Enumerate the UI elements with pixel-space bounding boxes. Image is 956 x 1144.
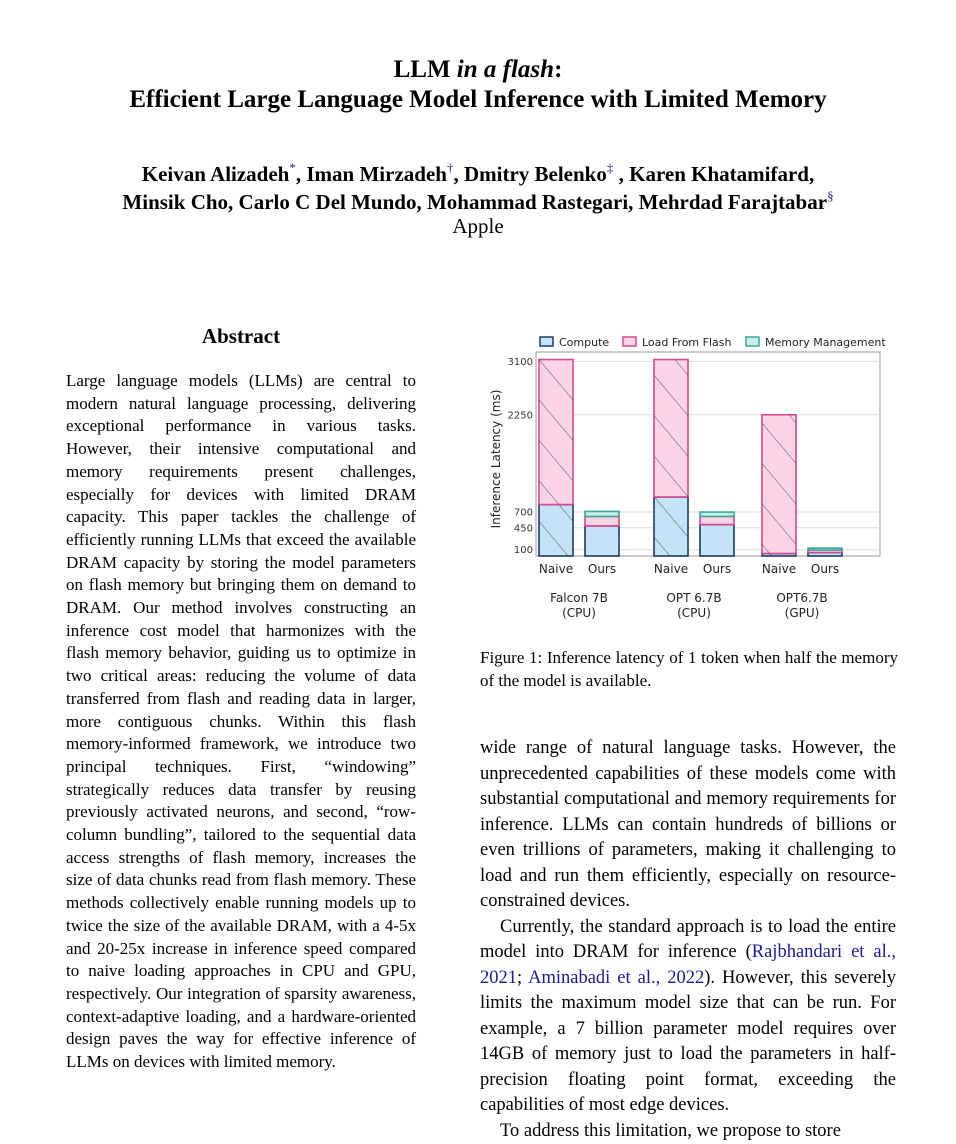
- legend-swatch: [540, 337, 553, 346]
- group-label: OPT6.7B: [776, 591, 828, 605]
- paragraph: To address this limitation, we propose to store: [500, 1120, 841, 1141]
- body-text: [480, 736, 896, 1144]
- y-tick-label: 3100: [507, 356, 533, 368]
- bar-method-label: Ours: [587, 562, 617, 576]
- y-tick-label: 450: [513, 523, 533, 535]
- group-sublabel: (CPU): [562, 606, 596, 620]
- bar-hatch: [654, 497, 688, 556]
- group-sublabel: (GPU): [784, 606, 820, 620]
- bar-segment-flash: [585, 516, 619, 525]
- paragraph: wide range of natural language tasks. However, the unprecedented capabilities of these models come with substantial computational and memory requirements for inference. LLMs can contain hundreds of billions or even trillions of parameters, making it challenging to load and run them efficiently, especially on resource-constrained devices.: [480, 738, 896, 911]
- legend-label: Compute: [559, 336, 610, 349]
- bar-method-label: Naive: [653, 562, 689, 576]
- bar-method-label: Ours: [702, 562, 732, 576]
- bar-segment-compute: [585, 526, 619, 556]
- affiliation-mark[interactable]: †: [446, 160, 454, 175]
- bar-segment-memory: [700, 512, 734, 516]
- affiliation-mark[interactable]: §: [827, 188, 834, 203]
- group-sublabel: (CPU): [677, 606, 711, 620]
- legend-label: Memory Management: [765, 336, 886, 349]
- author-list: [0, 160, 956, 216]
- affiliation-mark[interactable]: ‡: [606, 160, 614, 175]
- abstract-heading: Abstract: [201, 324, 281, 348]
- bar-segment-memory: [808, 548, 842, 550]
- bar-method-label: Naive: [538, 562, 574, 576]
- title-line-2: Efficient Large Language Model Inference with Limited Memory: [129, 86, 827, 113]
- citation-link[interactable]: Aminabadi et al., 2022: [528, 967, 705, 988]
- bar-hatch: [539, 360, 573, 505]
- bar-hatch: [654, 360, 688, 497]
- figure-1: [480, 330, 900, 630]
- legend-swatch: [746, 337, 759, 346]
- y-tick-label: 100: [513, 545, 533, 557]
- affiliation-mark[interactable]: *: [289, 160, 296, 175]
- bar-segment-flash: [700, 516, 734, 524]
- group-label: Falcon 7B: [550, 591, 608, 605]
- affiliation: Apple: [452, 214, 504, 238]
- author-line-2: Minsik Cho, Carlo C Del Mundo, Mohammad Rastegari, Mehrdad Farajtabar§: [122, 188, 834, 214]
- legend-swatch: [623, 337, 636, 346]
- paper-title: [0, 55, 956, 115]
- y-tick-label: 2250: [507, 410, 533, 422]
- group-label: OPT 6.7B: [666, 591, 722, 605]
- title-line-1: LLM in a flash:: [393, 56, 563, 83]
- bar-hatch: [762, 415, 796, 554]
- latency-chart: [480, 330, 900, 630]
- author-line-1: Keivan Alizadeh*, Iman Mirzadeh†, Dmitry Belenko‡ , Karen Khatamifard,: [141, 160, 815, 186]
- citation-link[interactable]: Rajbhandari et al., 2021: [480, 942, 896, 988]
- figure-caption: Figure 1: Inference latency of 1 token when half the memory of the model is available.: [480, 648, 898, 690]
- paragraph: Currently, the standard approach is to load the entire model into DRAM for inference (Rajbhandari et al., 2021; Aminabadi et al., 2022). However, this severely limits the maximum model size that can be run. For example, a 7 billion parameter model requires over 14GB of memory just to load the parameters in half-precision floating point format, exceeding the capabilities of most edge devices.: [480, 916, 897, 1115]
- bar-method-label: Naive: [761, 562, 797, 576]
- bar-segment-compute: [700, 525, 734, 556]
- y-axis-label: Inference Latency (ms): [489, 389, 503, 529]
- abstract-text: Large language models (LLMs) are central to modern natural language processing, delivering exceptional performance in various tasks. However, their intensive computational and memory requirements present challenges, especially for devices with limited DRAM capacity. This paper tackles the challenge of efficiently running LLMs that exceed the available DRAM capacity by storing the model parameters on flash memory but bringing them on demand to DRAM. Our method involves constructing an inference cost model that harmonizes with the flash memory behavior, guiding us to optimize in two critical areas: reducing the volume of data transferred from flash and reading data in larger, more contiguous chunks. Within this flash memory-informed framework, we introduce two principal techniques. First, “windowing” strategically reduces data transfer by reusing previously activated neurons, and second, “row-column bundling”, tailored to the sequential data access strengths of flash memory, increases the size of data chunks read from flash memory. These methods collectively enable running models up to twice the size of the available DRAM, with a 4-5x and 20-25x increase in inference speed compared to naive loading approaches in CPU and GPU, respectively. Our integration of sparsity awareness, context-adaptive loading, and a hardware-oriented design paves the way for effective inference of LLMs on devices with limited memory.: [66, 371, 416, 1072]
- legend-label: Load From Flash: [642, 336, 732, 349]
- y-tick-label: 700: [513, 507, 533, 519]
- bar-method-label: Ours: [810, 562, 840, 576]
- bar-segment-memory: [585, 511, 619, 516]
- bar-hatch: [539, 505, 573, 556]
